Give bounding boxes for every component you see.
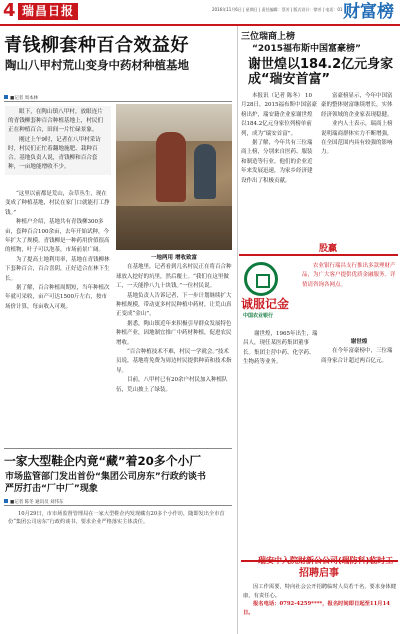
photo-person [156,132,186,202]
body-paragraph: 目前，八甲村已有20余户村民加入种植队伍，荒山披上了绿装。 [116,377,228,393]
lower-subheadline: 市场监管部门发出首份“集团公司房东”行政约谈书 [5,472,206,482]
byline-marker-icon [4,499,8,503]
right-headline-line1: 谢世煌以184.2亿元身家 [248,57,394,72]
ad-tag: 股赢 [319,244,338,254]
body-paragraph: 基地负责人告诉记者，下一步计划继续扩大种植规模，带动更多村民种植中药材，让荒山真正变成“金山”。 [116,292,232,318]
body-paragraph: 种植户介绍，基地共有青钱柳300多亩，套种百合100余亩，去年开始试种，今年扩大了规模。青钱柳是一种药用价值很高的植物，叶子可以泡茶，市场前景广阔。 [5,219,110,254]
paper-logo: 瑞昌日报 [18,3,78,20]
right-headline-line2: 成“瑞安首富” [248,72,331,87]
right-story2-col1 [243,330,319,552]
bank-name: 中国农业银行 [243,313,274,319]
lead-column-b [116,254,232,445]
masthead [0,0,400,26]
job-paragraph: 报名电话：0792-4259****，报名时间即日起至11月14日。 [243,601,390,616]
lower-lede: 10月29日，市市场监督管理局在一家大型鞋企内发现藏有20多个小作坊，随即发出全市首份“集团公司房东”行政约谈书，要求企业严格落实主体责任。 [8,511,225,526]
body-paragraph: 本报讯（记者 陈冬） 10月28日，2015福布斯中国富豪榜出炉，瑞安籍企业家谢世煌以184.2亿元身家位列榜单前列，成为“瑞安首富”。 [241,93,317,137]
lead-photo [116,104,232,250]
lower-byline [4,499,232,506]
body-paragraph: 在今年富豪榜中，三位瑞商身家合计超过两百亿元。 [321,348,393,364]
body-paragraph: 富豪榜显示，今年中国富豪的整体财富继续增长，实体经济领域的企业家表现稳健。 [321,93,393,118]
right-body-col1 [241,92,317,240]
right-headline [248,57,393,87]
body-paragraph: 据悉，陶山镇近年来积极引导群众发展特色种植产业，因地制宜推广中药材种植，促进农民增收。 [116,320,232,346]
ad-text [302,262,396,332]
body-paragraph: 在基地里，记者看到几名村民正在将百合种球放入挖好的坑里，然后覆土。“我们在这里做工，一天能挣八九十块钱。”一位村民说。 [116,264,232,290]
page-number: 4 [3,0,16,21]
lead-intro [5,106,111,175]
byline-marker-icon [4,95,8,99]
body-paragraph: 据了解，今年共有三位瑞商上榜，分别来自医药、服装和制造等行业。他们的企业近年来发展迅速，为家乡经济建设作出了积极贡献。 [241,140,313,184]
body-paragraph: “百合种植技术不难，村民一学就会。”技术员说，基地将免费为周边村民提供种苗和技术指导。 [116,349,232,374]
right-body-col2 [321,92,397,240]
ad-paragraph: 农业银行瑞昌支行推出多款理财产品，为广大客户提供优质金融服务。详情请咨询各网点。 [302,263,396,288]
photo-person [194,144,216,199]
bank-slogan: 诚服记金 [241,297,290,311]
right-kicker: 三位瑞商上榜 [241,32,296,42]
masthead-meta: 2016年11月6日 | 星期日 | 责任编辑：蔡芳 | 版式设计：徐芳 | 电话：01 [212,7,343,12]
lower-subheadline-2: 严厉打击“厂中厂”现象 [5,484,98,494]
body-paragraph: 为了提高土地利用率，基地在青钱柳林下套种百合，百合喜阴，正好适合在林下生长。 [5,256,110,282]
section-subhead: 一地两用 增收致富 [151,255,197,261]
body-paragraph: 据了解，百合种植周期短，当年种植次年就可采收，亩产可达1500斤左右，按市场价计算，每亩收入可观。 [5,285,110,310]
body-paragraph: “这里以前都是荒山，杂草丛生，现在变成了种植基地，村民在家门口就能打工挣钱。” [5,191,110,216]
lead-column-a [5,190,111,445]
lead-byline-text: ■记者 周本林 [10,96,39,101]
job-ad-text [243,583,397,617]
body-paragraph: 业内人士表示，瑞商上榜说明瑞商群体实力不断增强，在全国范围内具有较强的影响力。 [321,121,393,156]
lower-headline: 一家大型鞋企内竟“藏”着20多个小厂 [4,454,202,468]
section-name: 财富榜 [343,2,394,22]
lead-headline: 青钱柳套种百合效益好 [4,35,189,56]
job-paragraph: 因工作需要，特向社会公开招聘临时人员若干名，要求身体健康，有责任心。 [243,584,397,599]
right-subhead: “2015福布斯中国富豪榜” [252,44,361,54]
intro-paragraph: 刚过上午9时，记者在八甲村采访时，村民们正忙着翻地施肥、栽种百合。基地负责人说，青钱柳和百合套种，一亩地能增收不少。 [8,137,101,170]
section-divider [4,448,232,449]
right-story2-col2 [321,338,397,552]
bank-logo-icon [244,262,278,296]
body-paragraph: 谢世煌，1965年出生，瑞昌人，现任某医药集团董事长。集团主营中药、化学药、生物药等业务。 [243,331,318,366]
lead-byline [4,95,232,102]
job-ad-title: 瑞安中入院财新公公司(瑞防科)临时工 [258,556,394,565]
intro-paragraph: 眼下，在陶山镇八甲村，放眼连片的青钱柳套种百合种植基地上，村民们正在种植百合，田间一片忙碌景象。 [8,109,104,133]
lower-byline-text: ■记者 陈冬 通讯员 刘伟东 [10,500,64,505]
lead-subheadline: 陶山八甲村荒山变身中药材种植基地 [5,58,189,72]
section-subhead: 谢世煌 [350,339,368,345]
photo-ground [116,206,232,250]
job-ad-heading: 招聘启事 [299,568,339,579]
